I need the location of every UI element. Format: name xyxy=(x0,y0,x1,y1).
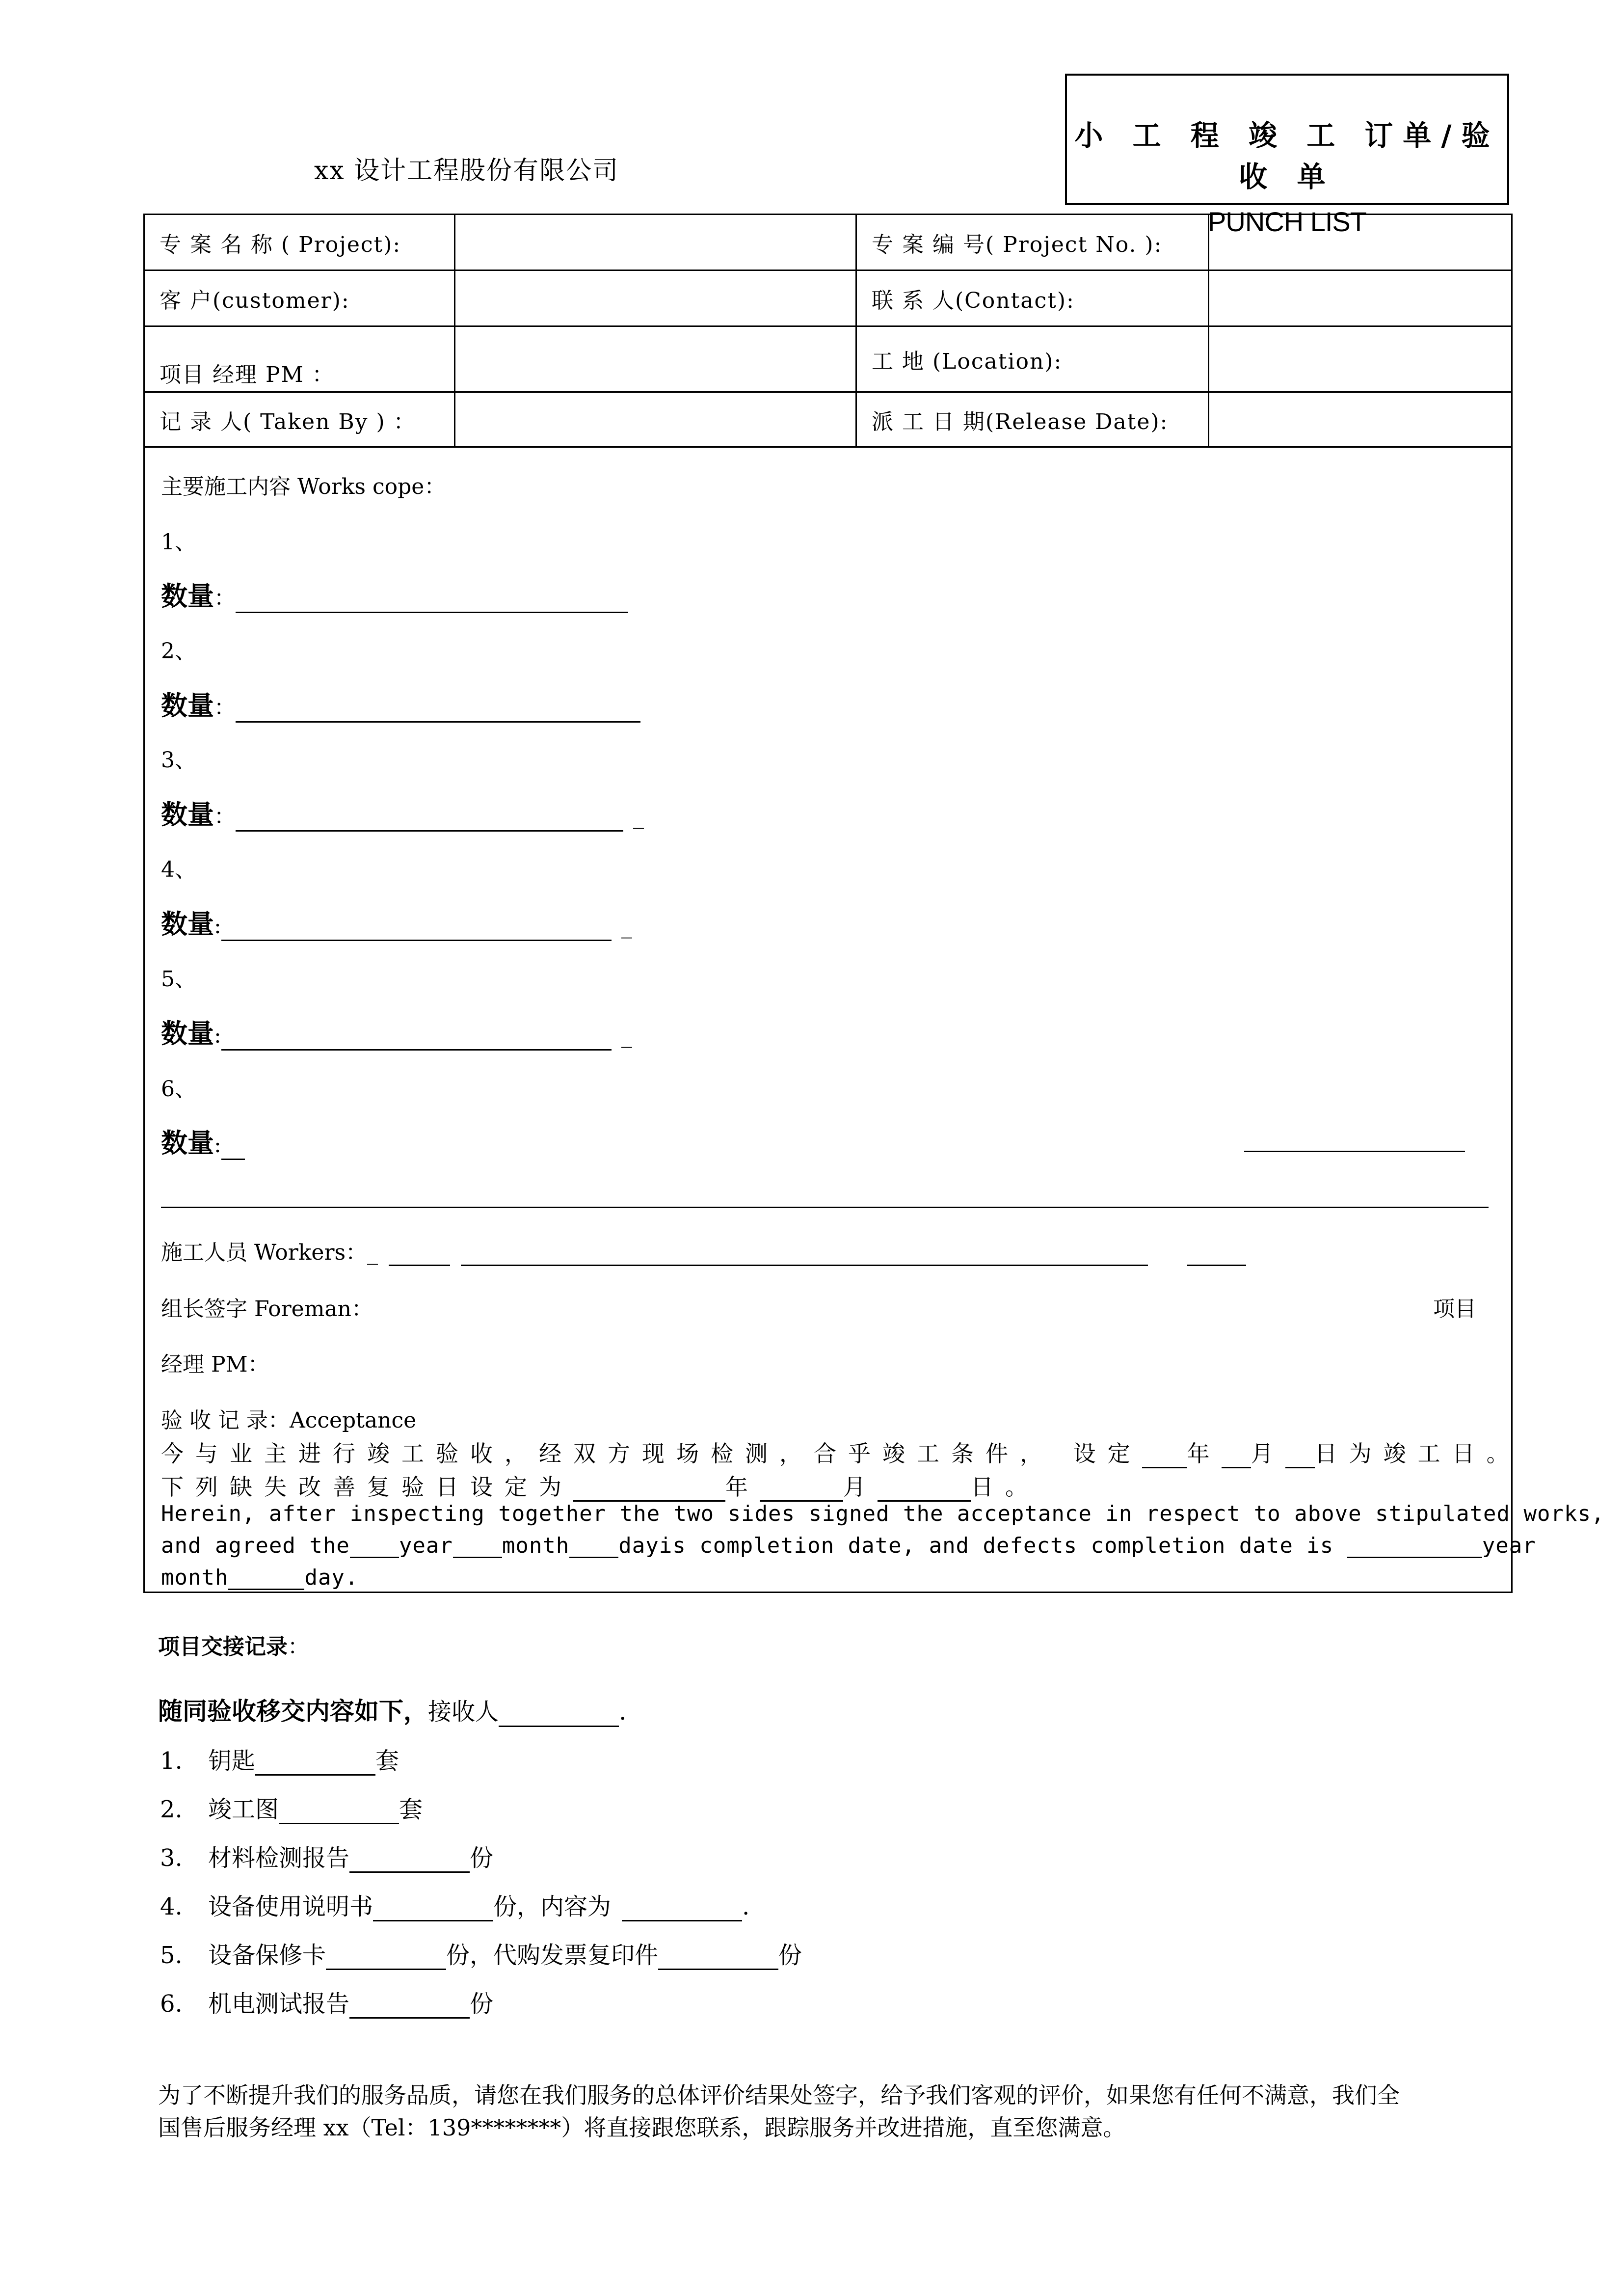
quantity-field-3[interactable] xyxy=(236,830,623,832)
workers-field-1[interactable] xyxy=(389,1245,450,1266)
handover-item-6: 6. 机电测试报告 份 xyxy=(160,1990,494,2018)
works-item-4: 4、 xyxy=(161,857,196,882)
receiver-field[interactable] xyxy=(499,1703,619,1727)
divider xyxy=(161,1207,1489,1208)
handover-item-5: 5. 设备保修卡 份，代购发票复印件 份 xyxy=(160,1942,802,1969)
en-day-field[interactable] xyxy=(569,1537,618,1558)
handover-item-2: 2. 竣工图 套 xyxy=(160,1796,423,1823)
en-defects-year-field[interactable] xyxy=(1347,1537,1482,1558)
acceptance-en-2: and agreed the year month dayis completion date, and defects completion date is year xyxy=(161,1533,1536,1558)
footer-line-2: 国售后服务经理 xx（Tel：139********）将直接跟您联系，跟踪服务并改进措施，直至您满意。 xyxy=(158,2114,1126,2141)
workers-row xyxy=(161,1235,1246,1266)
release-date-label: 派 工 日 期(Release Date): xyxy=(856,392,1209,447)
quantity-row-3: 数量： _ xyxy=(161,794,644,832)
completion-year-field[interactable] xyxy=(1142,1445,1187,1468)
handover-subtitle: 随同验收移交内容如下，接收人 . xyxy=(158,1692,626,1727)
quantity-field-4[interactable] xyxy=(221,940,612,941)
location-field[interactable] xyxy=(1209,326,1512,392)
release-date-field[interactable] xyxy=(1209,392,1512,447)
acceptance-title: 验 收 记 录：Acceptance xyxy=(161,1408,417,1433)
warranty-count-field[interactable] xyxy=(326,1944,446,1970)
taken-by-label: 记 录 人( Taken By ) ： xyxy=(144,392,455,447)
quantity-row-6: 数量: xyxy=(161,1122,245,1160)
handover-item-1: 1. 钥匙 套 xyxy=(160,1747,399,1775)
title-box xyxy=(1065,74,1509,237)
quantity-field-6[interactable] xyxy=(221,1159,245,1160)
manual-count-field[interactable] xyxy=(373,1895,493,1921)
works-title: 主要施工内容 Works cope： xyxy=(161,474,446,499)
invoice-count-field[interactable] xyxy=(658,1944,778,1970)
workers-field-2[interactable] xyxy=(461,1245,1148,1266)
footer-line-1: 为了不断提升我们的服务品质，请您在我们服务的总体评价结果处签字，给予我们客观的评价，如果您有任何不满意，我们全 xyxy=(158,2082,1400,2108)
works-item-3: 3、 xyxy=(161,748,196,773)
quantity-row-2: 数量： xyxy=(161,685,640,723)
quantity-field-1[interactable] xyxy=(236,612,628,613)
works-item-2: 2、 xyxy=(161,639,196,664)
workers-label: 施工人员 Workers：_ xyxy=(161,1240,378,1265)
completion-day-field[interactable] xyxy=(1285,1445,1315,1468)
company-name: xx 设计工程股份有限公司 xyxy=(314,156,619,186)
drawings-count-field[interactable] xyxy=(279,1798,399,1824)
quantity-label: 数量 xyxy=(161,1128,214,1159)
acceptance-line-2: 下列缺失改善复验日设定为 年 月 日。 xyxy=(161,1469,1039,1502)
title-cn: 小 工 程 竣 工 订单/验 收 单 xyxy=(1074,119,1500,193)
customer-label: 客 户(customer): xyxy=(144,270,455,326)
quantity-label: 数量 xyxy=(161,581,214,612)
header-table xyxy=(143,214,1513,448)
handover-item-3: 3. 材料检测报告 份 xyxy=(160,1844,494,1872)
recheck-year-field[interactable] xyxy=(573,1479,725,1502)
quantity-field-5[interactable] xyxy=(221,1049,612,1051)
keys-count-field[interactable] xyxy=(255,1750,375,1776)
handover-item-4: 4. 设备使用说明书 份，内容为 . xyxy=(160,1893,750,1920)
title-en: PUNCH LIST xyxy=(1208,206,1366,237)
location-label: 工 地 (Location): xyxy=(856,326,1209,392)
handover-title: 项目交接记录： xyxy=(158,1634,309,1659)
works-item-1: 1、 xyxy=(161,530,196,555)
acceptance-en-3: month day. xyxy=(161,1565,359,1590)
taken-by-field[interactable] xyxy=(455,392,856,447)
quantity-label: 数量 xyxy=(161,1018,214,1049)
project-no-field[interactable] xyxy=(1209,215,1512,270)
pm-label: 项目 经理 PM ： xyxy=(144,326,455,392)
acceptance-en-1: Herein, after inspecting together the two sides signed the acceptance in respect to above stipulated works, xyxy=(161,1501,1605,1526)
en-month-field[interactable] xyxy=(453,1537,502,1558)
manual-content-field[interactable] xyxy=(622,1895,742,1921)
quantity-label: 数量 xyxy=(161,909,214,940)
project-no-label: 专 案 编 号( Project No. ): xyxy=(856,215,1209,270)
me-test-report-count-field[interactable] xyxy=(349,1993,470,2019)
customer-field[interactable] xyxy=(455,270,856,326)
project-label: 专 案 名 称 ( Project): xyxy=(144,215,455,270)
contact-field[interactable] xyxy=(1209,270,1512,326)
workers-field-3[interactable] xyxy=(1187,1245,1246,1266)
signature-line[interactable] xyxy=(1244,1129,1465,1152)
quantity-label: 数量 xyxy=(161,690,214,721)
completion-month-field[interactable] xyxy=(1222,1445,1251,1468)
pm-label-2: 经理 PM： xyxy=(161,1352,269,1377)
project-field[interactable] xyxy=(455,215,856,270)
quantity-label: 数量 xyxy=(161,799,214,830)
recheck-day-field[interactable] xyxy=(878,1479,971,1502)
en-defects-month-field[interactable] xyxy=(228,1569,304,1590)
works-item-5: 5、 xyxy=(161,967,196,992)
en-year-field[interactable] xyxy=(350,1537,399,1558)
quantity-row-5: 数量: _ xyxy=(161,1013,632,1051)
quantity-field-2[interactable] xyxy=(236,721,640,723)
quantity-row-1: 数量： xyxy=(161,575,628,613)
works-item-6: 6、 xyxy=(161,1077,196,1102)
pm-right-label: 项目 xyxy=(1433,1297,1476,1322)
recheck-month-field[interactable] xyxy=(760,1479,843,1502)
contact-label: 联 系 人(Contact): xyxy=(856,270,1209,326)
acceptance-line-1: 今与业主进行竣工验收，经双方现场检测，合乎竣工条件， 设定 年 月 日为竣工日。 xyxy=(161,1436,1521,1468)
pm-field[interactable] xyxy=(455,326,856,392)
test-report-count-field[interactable] xyxy=(349,1847,470,1873)
quantity-row-4: 数量: _ xyxy=(161,903,632,941)
foreman-label: 组长签字 Foreman： xyxy=(161,1297,373,1322)
